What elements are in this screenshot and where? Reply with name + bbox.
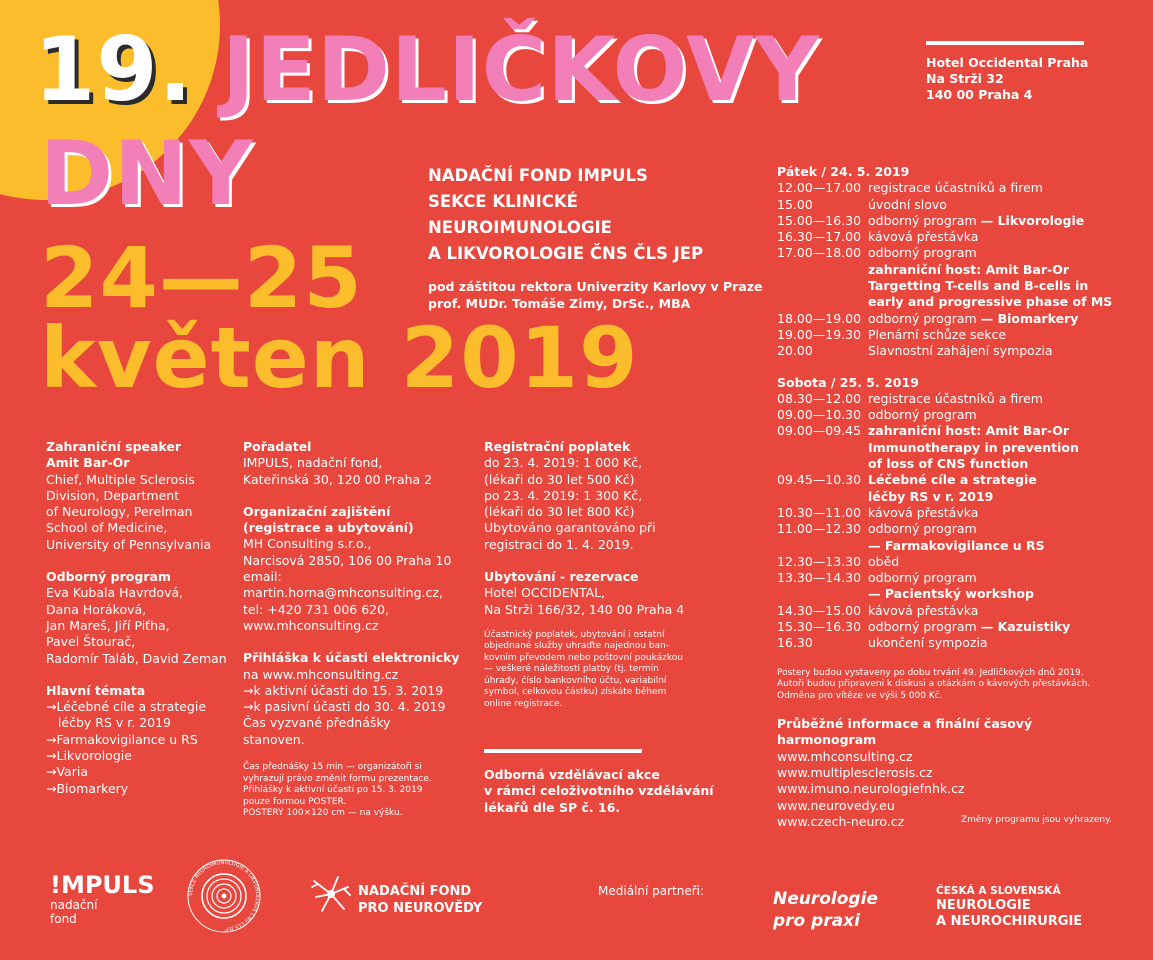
schedule-desc	[868, 311, 1107, 327]
speaker-heading: Zahraniční speaker	[46, 439, 182, 454]
apply-line: Čas vyzvané přednášky	[243, 715, 391, 731]
theme-item: →Likvorologie	[46, 748, 132, 764]
schedule-desc	[868, 472, 1107, 488]
schedule-desc	[868, 327, 1107, 343]
accommodation-line: Hotel OCCIDENTAL,	[484, 585, 606, 601]
saturday-rows	[777, 391, 1107, 652]
csnn-logo	[936, 885, 1082, 930]
schedule-highlight: — Biomarkery	[980, 310, 1079, 326]
schedule-highlight: — Kazuistiky	[980, 619, 1071, 635]
csnn-line: ČESKÁ A SLOVENSKÁ	[936, 885, 1061, 897]
schedule-desc	[868, 197, 1107, 213]
schedule-item: kávová přestávka	[868, 602, 979, 618]
note-line: Odměna pro vítěze ve výši 5 000 Kč.	[777, 690, 943, 701]
speaker-line: Chief, Multiple Sclerosis	[46, 471, 195, 487]
fee-heading: Registrační poplatek	[484, 439, 631, 454]
schedule-row	[777, 586, 1107, 602]
schedule-desc	[868, 538, 1107, 554]
impuls-sub: nadační	[50, 898, 98, 912]
impuls-wordmark: !MPULS	[50, 871, 155, 899]
themes-heading: Hlavní témata	[46, 682, 146, 698]
change-note: Změny programu jsou vyhrazeny.	[961, 815, 1113, 825]
patronage	[428, 278, 763, 312]
schedule-highlight: — Farmakovigilance u RS	[868, 537, 1045, 553]
schedule-time: 09.00—09.45	[777, 423, 862, 439]
schedule-time: 09.00—10.30	[777, 407, 862, 423]
schedule-item: odborný program	[868, 245, 977, 261]
schedule-row	[777, 489, 1107, 505]
theme-item: →Léčebné cíle a strategie	[46, 699, 207, 715]
schedule-row	[777, 278, 1107, 294]
schedule-row	[777, 635, 1107, 651]
speaker-line: University of Pennsylvania	[46, 536, 212, 552]
organizer-line: NEUROIMUNOLOGIE	[428, 218, 612, 237]
schedule-time	[777, 440, 868, 456]
schedule	[777, 164, 1113, 830]
fee-line: (lékaři do 30 let 800 Kč)	[484, 504, 635, 520]
neuro-fund-name: NADAČNÍ FOND	[358, 884, 472, 899]
np-line: pro praxi	[773, 911, 860, 931]
note-line: pouze formou POSTER.	[243, 796, 347, 807]
organizer-heading: Pořadatel	[243, 439, 312, 454]
theme-item: →Farmakovigilance u RS	[46, 731, 198, 747]
note-line: kovním převodem nebo poštovní poukázkou	[484, 652, 683, 663]
schedule-row	[777, 603, 1107, 619]
info-heading: Průběžné informace a finální časový harmonogram	[777, 716, 1033, 748]
speaker-name: Amit Bar-Or	[46, 455, 130, 471]
note-line: Účastnický poplatek, ubytování i ostatní	[484, 629, 665, 640]
schedule-time	[777, 262, 868, 278]
theme-item: léčby RS v r. 2019	[46, 715, 171, 731]
schedule-highlight: Léčebné cíle a strategie	[868, 472, 1037, 488]
education-line: v rámci celoživotního vzdělávání	[484, 783, 714, 799]
schedule-desc	[868, 554, 1107, 570]
organizer-line: A LIKVOROLOGIE ČNS ČLS JEP	[428, 244, 704, 263]
speaker-line: of Neurology, Perelman	[46, 504, 193, 520]
apply-line: →k pasivní účasti do 30. 4. 2019	[243, 699, 446, 715]
schedule-item: registrace účastníků a firem	[868, 180, 1043, 196]
schedule-row	[777, 554, 1107, 570]
schedule-desc	[868, 603, 1107, 619]
schedule-desc	[868, 180, 1107, 196]
neurologie-pro-praxi-logo	[773, 888, 878, 932]
schedule-time	[777, 456, 868, 472]
schedule-item: kávová přestávka	[868, 229, 979, 245]
schedule-desc	[868, 619, 1107, 635]
schedule-row	[777, 245, 1107, 261]
friday-rows	[777, 180, 1113, 359]
patronage-line: pod záštitou rektora Univerzity Karlovy v Praze	[428, 279, 763, 294]
schedule-desc	[868, 343, 1107, 359]
schedule-highlight: early and progressive phase of MS	[868, 294, 1113, 310]
neuro-fund-name: PRO NEUROVĚDY	[358, 901, 483, 916]
fee-line: po 23. 4. 2019: 1 300 Kč,	[484, 487, 643, 503]
schedule-desc	[868, 407, 1107, 423]
schedule-time: 15.30—16.30	[777, 619, 862, 635]
schedule-desc	[868, 456, 1107, 472]
schedule-time: 13.30—14.30	[777, 570, 862, 586]
schedule-time	[777, 278, 868, 294]
schedule-time: 16.30—17.00	[777, 229, 862, 245]
education-note	[484, 767, 714, 816]
phone-line: tel: +420 731 006 620,	[243, 601, 390, 617]
program-line: Radomír Taláb, David Zeman	[46, 650, 227, 666]
info-link[interactable]: www.czech-neuro.cz	[777, 813, 905, 829]
speaker-line: Division, Department	[46, 487, 180, 503]
schedule-row	[777, 472, 1107, 488]
info-link[interactable]: www.multiplesclerosis.cz	[777, 765, 933, 780]
apply-link[interactable]: na www.mhconsulting.cz	[243, 666, 399, 682]
schedule-row	[777, 521, 1107, 537]
fee-column	[484, 439, 684, 710]
note-line: Autoři budou připraveni k diskusi a otázkám o kávových přestávkách.	[777, 679, 1091, 690]
note-line: — veškeré náležitosti platby (tj. termín	[484, 664, 659, 675]
accommodation-line: Na Strži 166/32, 140 00 Praha 4	[484, 601, 685, 617]
event-month: květen 2019	[40, 309, 639, 407]
csnn-line: NEUROLOGIE	[936, 898, 1031, 913]
schedule-row	[777, 180, 1107, 196]
note-line: POSTERY 100×120 cm — na výšku.	[243, 808, 403, 819]
fee-line: do 23. 4. 2019: 1 000 Kč,	[484, 455, 643, 471]
schedule-time	[777, 489, 868, 505]
schedule-time: 19.00—19.30	[777, 326, 862, 342]
schedule-time	[777, 294, 868, 310]
accommodation-heading: Ubytování - rezervace	[484, 569, 639, 585]
schedule-desc	[868, 635, 1107, 651]
schedule-highlight: léčby RS v r. 2019	[868, 488, 994, 504]
schedule-highlight: Targetting T-cells and B-cells in	[868, 278, 1089, 294]
neuron-icon	[310, 873, 352, 915]
education-divider	[484, 749, 642, 753]
fee-line: Ubytováno garantováno při	[484, 520, 656, 536]
seal-text: SEKCE NEUROIMUNOLOGIE A LIKVOROLOGIE ČNS ČLS JEP	[187, 859, 261, 933]
schedule-highlight: zahraniční host: Amit Bar-Or	[868, 261, 1070, 277]
title-jedlickovy: JEDLIČKOVY	[222, 18, 820, 121]
fee-line: registraci do 1. 4. 2019.	[484, 536, 634, 552]
info-link[interactable]: www.neurovedy.eu	[777, 797, 895, 813]
schedule-time	[777, 538, 868, 554]
schedule-desc	[868, 489, 1107, 505]
schedule-time: 15.00	[777, 196, 813, 212]
schedule-row	[777, 456, 1107, 472]
csnn-line: A NEUROCHIRURGIE	[936, 914, 1083, 929]
schedule-item: odborný program	[868, 407, 977, 423]
schedule-highlight: — Likvorologie	[980, 212, 1085, 228]
schedule-row	[777, 229, 1107, 245]
schedule-row	[777, 327, 1107, 343]
edition-number: 19.	[34, 18, 193, 121]
speaker-column	[46, 439, 227, 797]
apply-line: stanoven.	[243, 731, 305, 747]
schedule-item: Slavnostní zahájení sympozia	[868, 343, 1053, 359]
lecture-note	[243, 762, 460, 820]
poster-note	[777, 668, 1107, 703]
email-link[interactable]: martin.horna@mhconsulting.cz,	[243, 585, 443, 601]
organizer-detail: Kateřinská 30, 120 00 Praha 2	[243, 471, 433, 487]
schedule-row	[777, 391, 1107, 407]
schedule-item: úvodní slovo	[868, 196, 947, 212]
schedule-item: odborný program	[868, 521, 977, 537]
schedule-time: 17.00—18.00	[777, 245, 862, 261]
note-line: vyhrazují právo změnit formu prezentace.	[243, 773, 432, 784]
schedule-item: kávová přestávka	[868, 504, 979, 520]
impuls-logo	[50, 872, 154, 926]
schedule-time: 18.00—19.00	[777, 310, 862, 326]
education-line: lékařů dle SP č. 16.	[484, 799, 621, 815]
theme-item: →Varia	[46, 764, 88, 780]
note-line: symbol, celkovou částku) získáte během	[484, 687, 667, 698]
note-line: online registrace.	[484, 698, 563, 709]
media-partners-label: Mediální partneři:	[598, 884, 705, 898]
note-line: Postery budou vystaveny po dobu trvání 49. Jedličkových dnů 2019.	[777, 667, 1084, 678]
ops-heading: Organizační zajištění	[243, 503, 391, 519]
schedule-row	[777, 262, 1107, 278]
schedule-item: Plenární schůze sekce	[868, 326, 1007, 342]
schedule-row	[777, 570, 1107, 586]
schedule-item: ukončení sympozia	[868, 635, 988, 651]
schedule-row	[777, 619, 1107, 635]
schedule-desc	[868, 294, 1112, 310]
apply-line: →k aktivní účasti do 15. 3. 2019	[243, 682, 444, 698]
schedule-desc	[868, 521, 1107, 537]
schedule-time: 15.00—16.30	[777, 212, 862, 228]
ops-line: email:	[243, 569, 282, 585]
schedule-row	[777, 294, 1113, 310]
schedule-desc	[868, 229, 1107, 245]
schedule-desc	[868, 505, 1107, 521]
venue-address	[926, 55, 1088, 103]
payment-note	[484, 630, 684, 711]
title-dny: DNY	[40, 122, 254, 225]
schedule-item: oběd	[868, 553, 900, 569]
schedule-desc	[868, 570, 1107, 586]
organization-column	[243, 439, 460, 820]
schedule-time: 20.00	[777, 343, 813, 359]
organizer-block	[428, 163, 703, 267]
venue-line: Hotel Occidental Praha	[926, 55, 1089, 70]
schedule-row	[777, 423, 1107, 439]
schedule-desc	[868, 262, 1107, 278]
schedule-item: odborný program	[868, 619, 981, 635]
schedule-time: 12.00—17.00	[777, 180, 862, 196]
event-dates: 24—25	[40, 229, 363, 327]
organizer-line: NADAČNÍ FOND IMPULS	[428, 166, 648, 185]
education-line: Odborná vzdělávací akce	[484, 767, 660, 782]
schedule-time: 12.30—13.30	[777, 553, 862, 569]
ops-line: MH Consulting s.r.o.,	[243, 536, 372, 552]
theme-item: →Biomarkery	[46, 780, 129, 796]
apply-heading: Přihláška k účasti elektronicky	[243, 650, 460, 666]
schedule-desc	[868, 440, 1107, 456]
schedule-desc	[868, 278, 1107, 294]
schedule-highlight: Immunotherapy in prevention	[868, 439, 1079, 455]
program-line: Eva Kubala Havrdová,	[46, 585, 184, 601]
venue-line: Na Strži 32	[926, 71, 1004, 86]
schedule-row	[777, 213, 1107, 229]
schedule-highlight: of loss of CNS function	[868, 456, 1029, 472]
schedule-row	[777, 407, 1107, 423]
section-seal-logo	[186, 858, 262, 938]
schedule-row	[777, 343, 1107, 359]
saturday-heading: Sobota / 25. 5. 2019	[777, 374, 919, 390]
schedule-desc	[868, 423, 1107, 439]
schedule-row	[777, 311, 1107, 327]
note-line: úhrady, číslo bankovního účtu, variabilní	[484, 675, 667, 686]
schedule-highlight: — Pacientský workshop	[868, 586, 1034, 602]
patronage-line: prof. MUDr. Tomáše Zimy, DrSc., MBA	[428, 296, 691, 311]
website-link[interactable]: www.mhconsulting.cz	[243, 617, 379, 633]
schedule-time: 10.30—11.00	[777, 504, 862, 520]
program-heading: Odborný program	[46, 569, 171, 585]
fee-line: (lékaři do 30 let 500 Kč)	[484, 471, 635, 487]
schedule-desc	[868, 586, 1107, 602]
schedule-item: odborný program	[868, 310, 981, 326]
schedule-desc	[868, 213, 1107, 229]
program-line: Pavel Štourač,	[46, 634, 136, 650]
schedule-time: 14.30—15.00	[777, 602, 862, 618]
seal-icon	[186, 858, 262, 934]
schedule-time: 09.45—10.30	[777, 472, 862, 488]
schedule-row	[777, 440, 1107, 456]
organizer-detail: IMPULS, nadační fond,	[243, 455, 383, 471]
schedule-time	[777, 586, 868, 602]
info-link[interactable]: www.mhconsulting.cz	[777, 748, 913, 764]
schedule-row	[777, 197, 1107, 213]
schedule-desc	[868, 245, 1107, 261]
ops-heading: (registrace a ubytování)	[243, 520, 414, 536]
organizer-line: SEKCE KLINICKÉ	[428, 192, 578, 211]
friday-heading: Pátek / 24. 5. 2019	[777, 164, 910, 179]
schedule-time: 08.30—12.00	[777, 390, 862, 406]
note-line: Přihlášky k aktivní účasti po 15. 3. 2019	[243, 785, 423, 796]
venue-divider	[926, 41, 1084, 45]
impuls-sub: fond	[50, 912, 77, 926]
speaker-line: School of Medicine,	[46, 520, 168, 536]
schedule-time: 16.30	[777, 635, 813, 651]
note-line: Čas přednášky 15 min — organizátoři si	[243, 762, 422, 773]
schedule-desc	[868, 391, 1107, 407]
note-line: objednané služby uhraďte najednou ban-	[484, 641, 669, 652]
schedule-time: 11.00—12.30	[777, 521, 862, 537]
program-line: Dana Horáková,	[46, 601, 147, 617]
schedule-row	[777, 505, 1107, 521]
venue-line: 140 00 Praha 4	[926, 87, 1033, 102]
ops-line: Narcisová 2850, 106 00 Praha 10	[243, 552, 452, 568]
schedule-item: odborný program	[868, 212, 981, 228]
schedule-item: odborný program	[868, 570, 977, 586]
schedule-highlight: zahraniční host: Amit Bar-Or	[868, 423, 1070, 439]
program-line: Jan Mareš, Jiří Piťha,	[46, 617, 170, 633]
np-line: Neurologie	[773, 889, 878, 909]
info-link[interactable]: www.imuno.neurologiefnhk.cz	[777, 781, 965, 797]
schedule-row	[777, 538, 1107, 554]
schedule-item: registrace účastníků a firem	[868, 390, 1043, 406]
